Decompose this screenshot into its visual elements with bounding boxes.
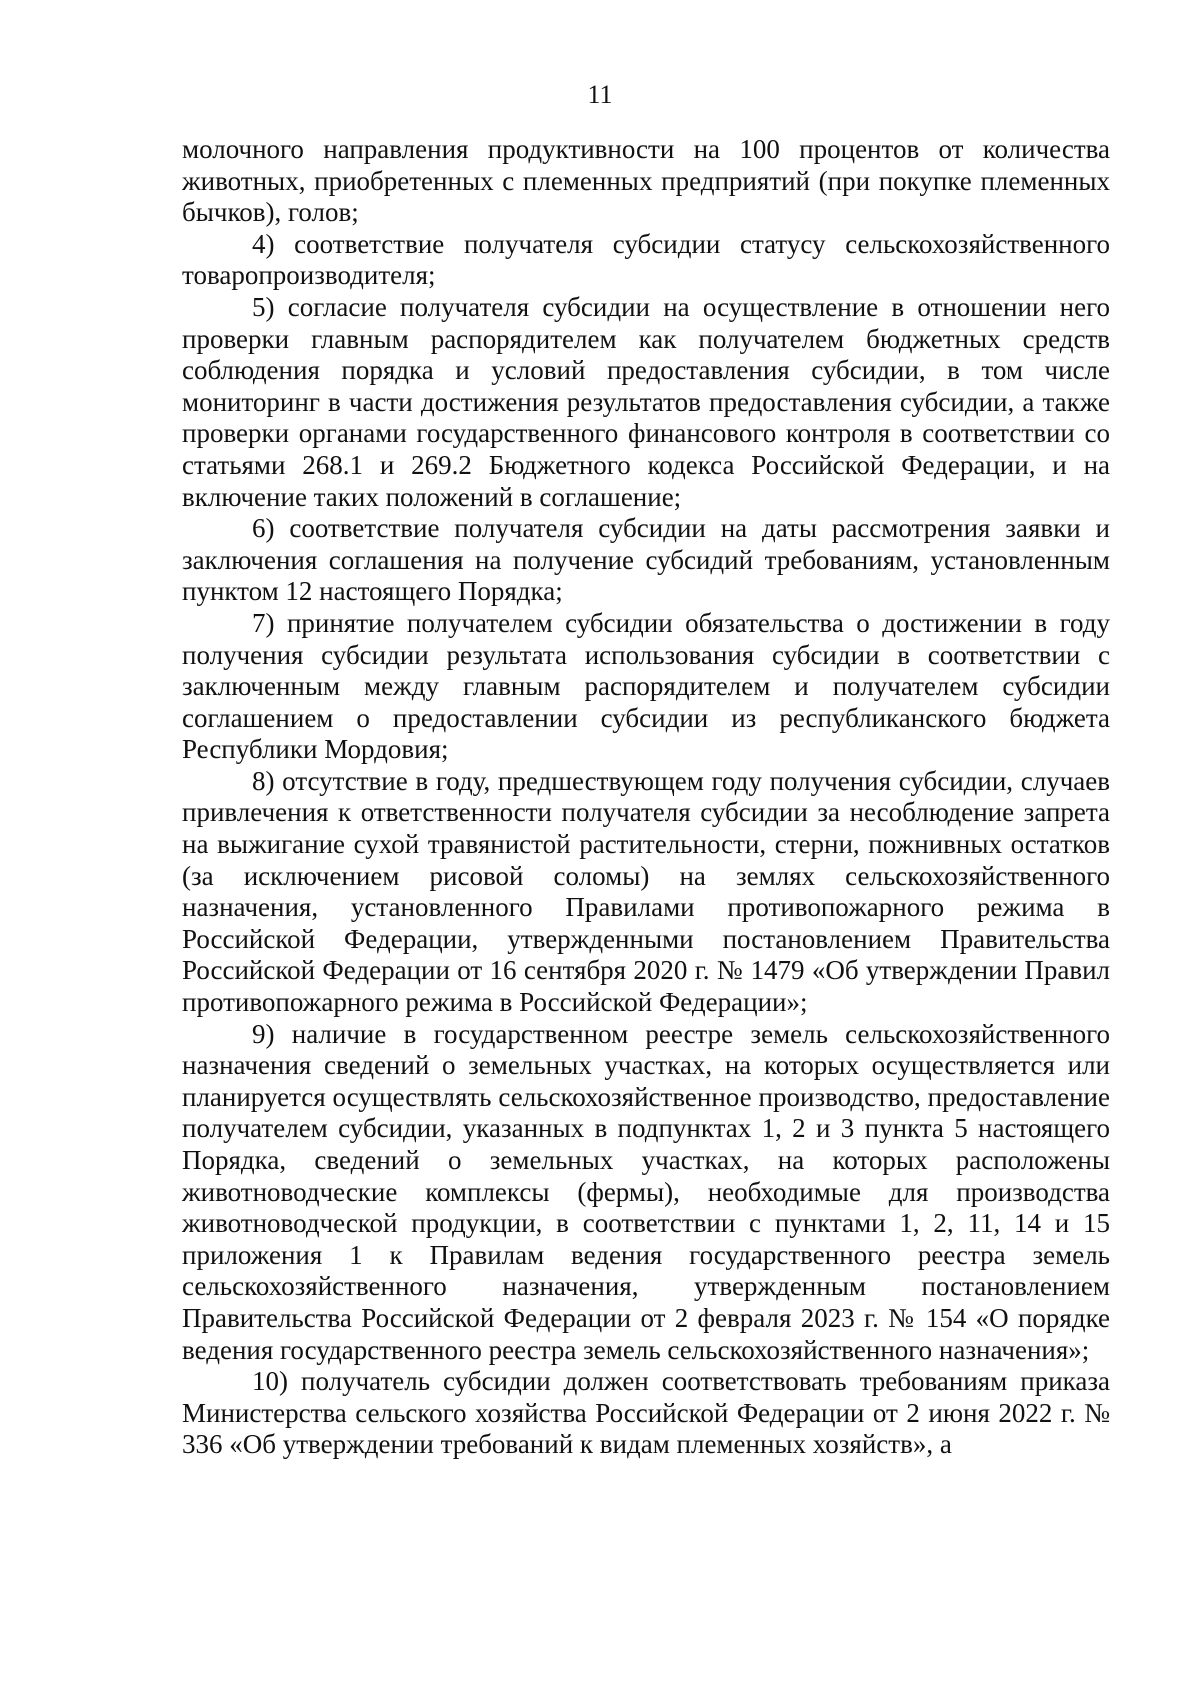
paragraph-item-4: 4) соответствие получателя субсидии статусу сельскохозяйственного товаропроизводителя; [182, 228, 1110, 291]
paragraph-item-5: 5) согласие получателя субсидии на осуществление в отношении него проверки главным распорядителем как получателем бюджетных средств соблюдения порядка и условий предоставления субсидии, в том числе мониторинг в части достижения результатов предоставления субсидии, а также проверки органами государственного финансового контроля в соответствии со статьями 268.1 и 269.2 Бюджетного кодекса Российской Федерации, и на включение таких положений в соглашение; [182, 291, 1110, 512]
paragraph-item-7: 7) принятие получателем субсидии обязательства о достижении в году получения субсидии результата использования субсидии в соответствии с заключенным между главным распорядителем и получателем субсидии соглашением о предоставлении субсидии из республиканского бюджета Республики Мордовия; [182, 607, 1110, 765]
page-number: 11 [587, 80, 613, 109]
paragraph-item-9: 9) наличие в государственном реестре земель сельскохозяйственного назначения сведений о земельных участках, на которых осуществляется или планируется осуществлять сельскохозяйственное производство, предоставление получателем субсидии, указанных в подпунктах 1, 2 и 3 пункта 5 настоящего Порядка, сведений о земельных участках, на которых расположены животноводческие комплексы (фермы), необходимые для производства животноводческой продукции, в соответствии с пунктами 1, 2, 11, 14 и 15 приложения 1 к Правилам ведения государственного реестра земель сельскохозяйственного назначения, утвержденным постановлением Правительства Российской Федерации от 2 февраля 2023 г. № 154 «О порядке ведения государственного реестра земель сельскохозяйственного назначения»; [182, 1018, 1110, 1365]
paragraph-continuation: молочного направления продуктивности на 100 процентов от количества животных, приобретенных с племенных предприятий (при покупке племенных бычков), голов; [182, 134, 1110, 228]
paragraph-item-8: 8) отсутствие в году, предшествующем году получения субсидии, случаев привлечения к ответственности получателя субсидии за несоблюдение запрета на выжигание сухой травянистой растительности, стерни, пожнивных остатков (за исключением рисовой соломы) на землях сельскохозяйственного назначения, установленного Правилами противопожарного режима в Российской Федерации, утвержденными постановлением Правительства Российской Федерации от 16 сентября 2020 г. № 1479 «Об утверждении Правил противопожарного режима в Российской Федерации»; [182, 765, 1110, 1018]
document-body [182, 134, 1110, 1461]
paragraph-item-10: 10) получатель субсидии должен соответствовать требованиям приказа Министерства сельского хозяйства Российской Федерации от 2 июня 2022 г. № 336 «Об утверждении требований к видам племенных хозяйств», а [182, 1366, 1110, 1460]
paragraph-item-6: 6) соответствие получателя субсидии на даты рассмотрения заявки и заключения соглашения на получение субсидий требованиям, установленным пунктом 12 настоящего Порядка; [182, 513, 1110, 607]
